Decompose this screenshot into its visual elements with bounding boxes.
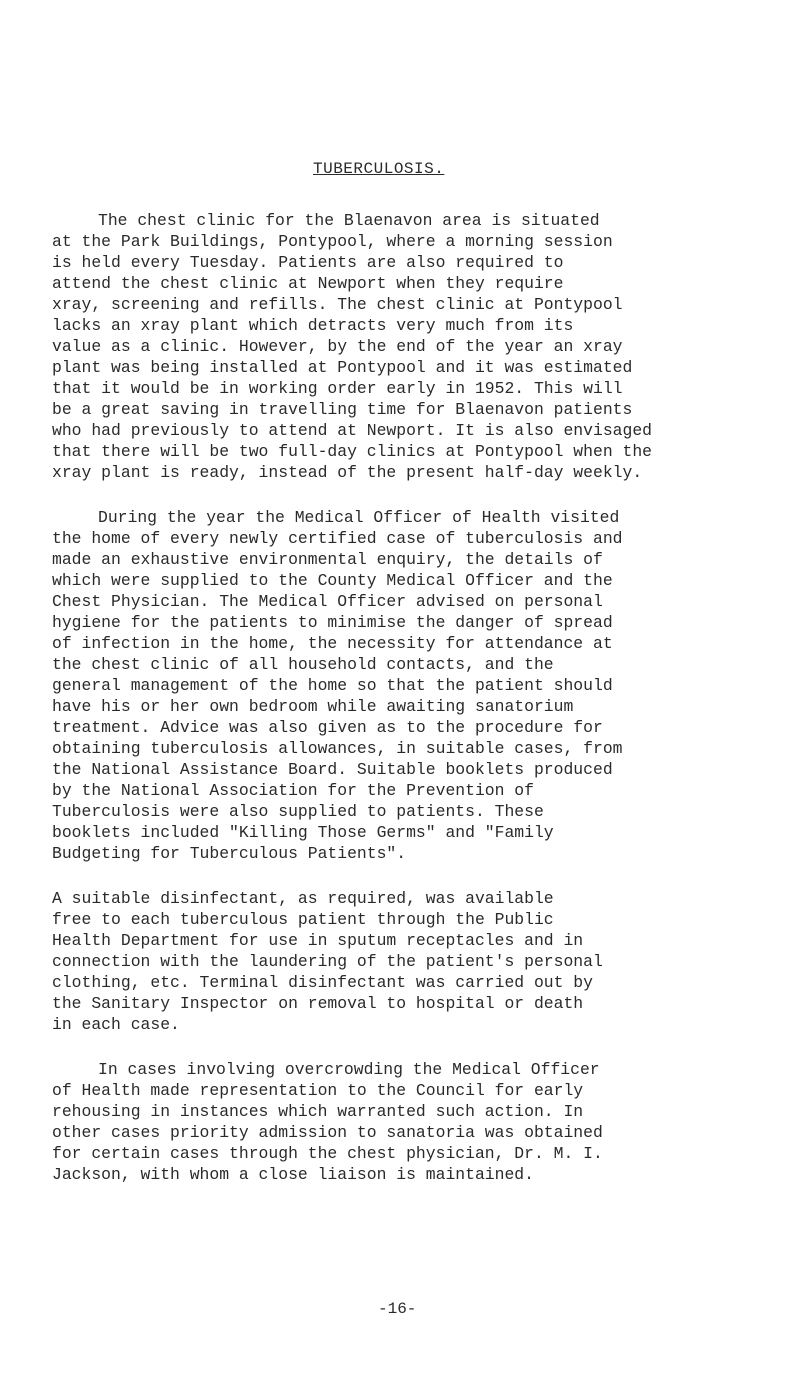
paragraph-3-line-6: the Sanitary Inspector on removal to hospital or death [52,994,584,1013]
paragraph-1-line-4: attend the chest clinic at Newport when they require [52,274,564,293]
paragraph-2-line-11: treatment. Advice was also given as to the procedure for [52,718,603,737]
paragraph-1-line-7: value as a clinic. However, by the end of the year an xray [52,337,623,356]
paragraph-2-line-10: have his or her own bedroom while awaiting sanatorium [52,697,574,716]
paragraph-2-line-15: Tuberculosis were also supplied to patients. These [52,802,544,821]
paragraph-2-line-9: general management of the home so that the patient should [52,676,613,695]
paragraph-4-line-2: of Health made representation to the Council for early [52,1081,584,1100]
paragraph-2-line-4: which were supplied to the County Medical Officer and the [52,571,613,590]
paragraph-4-line-5: for certain cases through the chest physician, Dr. M. I. [52,1144,603,1163]
paragraph-2-line-3: made an exhaustive environmental enquiry, the details of [52,550,603,569]
paragraph-2-line-17: Budgeting for Tuberculous Patients". [52,844,407,863]
paragraph-3-line-2: free to each tuberculous patient through the Public [52,910,554,929]
paragraph-1-line-1: The chest clinic for the Blaenavon area is situated [98,211,600,230]
paragraph-4-line-3: rehousing in instances which warranted such action. In [52,1102,584,1121]
paragraph-1-line-3: is held every Tuesday. Patients are also required to [52,253,564,272]
paragraph-3-line-7: in each case. [52,1015,180,1034]
paragraph-2-line-1: During the year the Medical Officer of Health visited [98,508,620,527]
paragraph-2-line-5: Chest Physician. The Medical Officer advised on personal [52,592,603,611]
paragraph-1-line-6: lacks an xray plant which detracts very much from its [52,316,574,335]
paragraph-3-line-1: A suitable disinfectant, as required, was available [52,889,554,908]
paragraph-1-line-8: plant was being installed at Pontypool and it was estimated [52,358,633,377]
paragraph-1-line-5: xray, screening and refills. The chest clinic at Pontypool [52,295,623,314]
paragraph-1-line-11: who had previously to attend at Newport. It is also envisaged [52,421,652,440]
paragraph-2-line-16: booklets included "Killing Those Germs" and "Family [52,823,554,842]
paragraph-4-line-1: In cases involving overcrowding the Medical Officer [98,1060,600,1079]
paragraph-3-line-5: clothing, etc. Terminal disinfectant was carried out by [52,973,593,992]
paragraph-2-line-13: the National Assistance Board. Suitable booklets produced [52,760,613,779]
paragraph-1-line-10: be a great saving in travelling time for Blaenavon patients [52,400,633,419]
paragraph-2-line-12: obtaining tuberculosis allowances, in suitable cases, from [52,739,623,758]
paragraph-1-line-13: xray plant is ready, instead of the present half-day weekly. [52,463,643,482]
paragraph-3-line-3: Health Department for use in sputum receptacles and in [52,931,584,950]
paragraph-2-line-6: hygiene for the patients to minimise the danger of spread [52,613,613,632]
paragraph-2-line-14: by the National Association for the Prevention of [52,781,534,800]
paragraph-3-line-4: connection with the laundering of the patient's personal [52,952,603,971]
paragraph-1-line-2: at the Park Buildings, Pontypool, where a morning session [52,232,613,251]
paragraph-4-line-6: Jackson, with whom a close liaison is maintained. [52,1165,534,1184]
paragraph-2-line-8: the chest clinic of all household contacts, and the [52,655,554,674]
paragraph-1-line-9: that it would be in working order early in 1952. This will [52,379,623,398]
paragraph-2-line-2: the home of every newly certified case of tuberculosis and [52,529,623,548]
page-number: -16- [378,1300,417,1318]
paragraph-1-line-12: that there will be two full-day clinics at Pontypool when the [52,442,652,461]
section-title: TUBERCULOSIS. [313,160,445,178]
paragraph-4-line-4: other cases priority admission to sanatoria was obtained [52,1123,603,1142]
paragraph-2-line-7: of infection in the home, the necessity for attendance at [52,634,613,653]
